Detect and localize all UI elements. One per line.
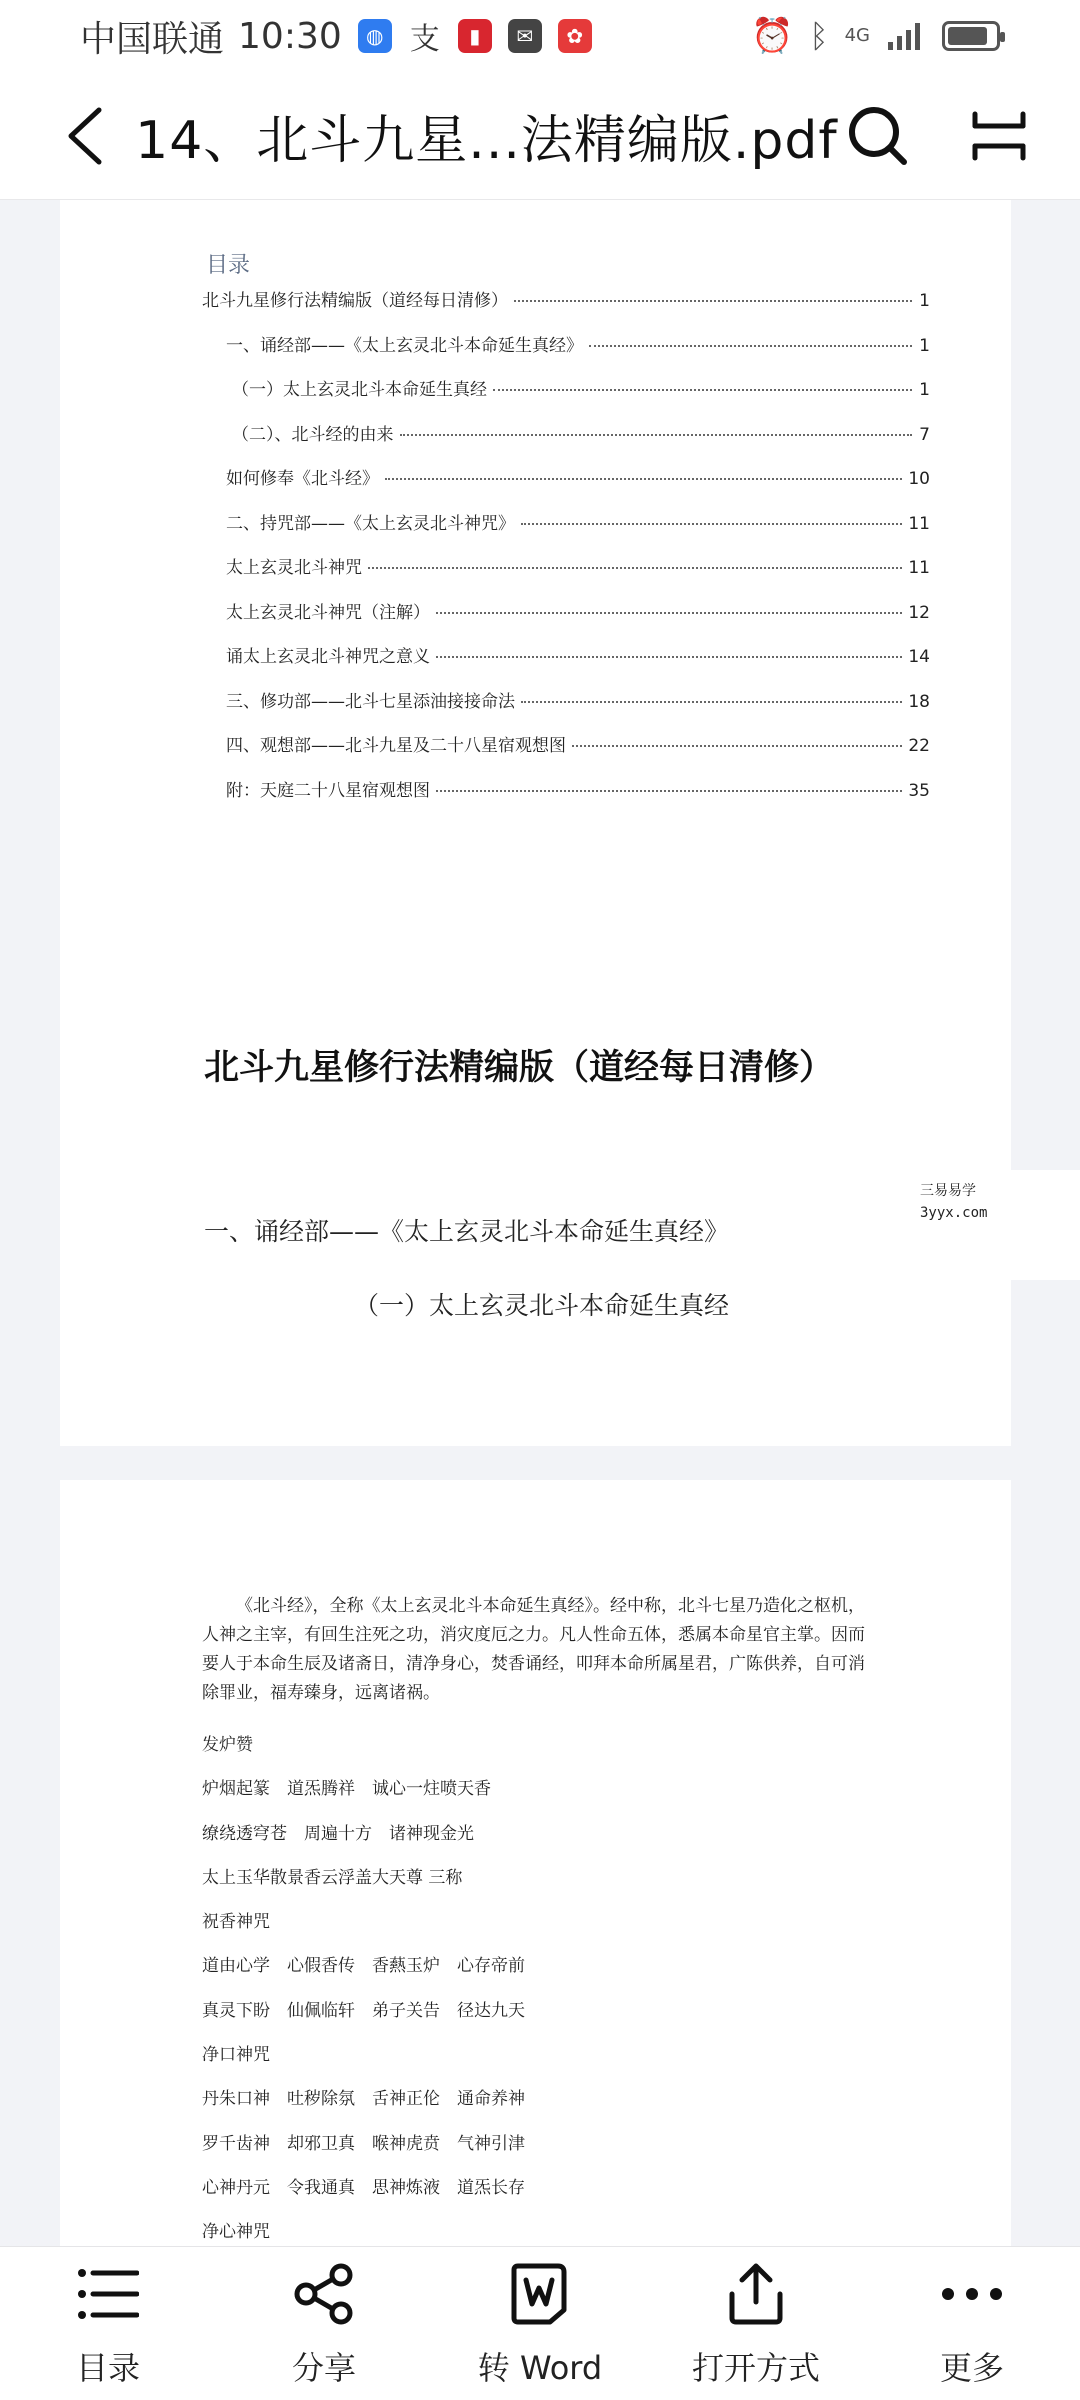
verse-line: 丹朱口神 吐秽除氛 舌神正伦 通命养神 [202, 2089, 525, 2110]
toc-entry-page: 1 [919, 335, 930, 356]
toc-entry[interactable] [202, 776, 930, 821]
toc-entry-text: 太上玄灵北斗神咒 [226, 558, 362, 578]
toc-entry[interactable] [202, 331, 930, 376]
verse-line: 道由心学 心假香传 香爇玉炉 心存帝前 [202, 1956, 525, 1977]
document-title: 14、北斗九星...法精编版.pdf [135, 111, 838, 171]
toc-heading: 目录 [206, 253, 251, 278]
more-label: 更多 [939, 2348, 1004, 2387]
verse-lines [202, 1730, 525, 2246]
toc-leader-dots [514, 300, 912, 302]
back-button[interactable] [44, 88, 125, 184]
toc-entry-text: 诵太上玄灵北斗神咒之意义 [226, 647, 430, 667]
toc-leader-dots [521, 523, 902, 525]
document-main-title: 北斗九星修行法精编版（道经每日清修） [204, 1048, 835, 1088]
share-label: 分享 [291, 2348, 356, 2387]
toc-entry[interactable] [202, 731, 930, 776]
verse-line: 太上玉华散景香云浮盖大天尊 三称 [202, 1867, 463, 1888]
toc-leader-dots [521, 701, 902, 703]
toc-entry[interactable] [202, 375, 930, 420]
toc-entry[interactable] [202, 553, 930, 598]
open-with-button[interactable] [656, 2259, 856, 2389]
toc-leader-dots [589, 345, 912, 347]
pdf-page-2[interactable] [60, 1480, 1011, 2246]
toc-entry-page: 35 [908, 780, 930, 801]
list-icon [77, 2267, 139, 2321]
toc-entry-text: 附：天庭二十八星宿观想图 [226, 780, 430, 801]
open-with-label: 打开方式 [691, 2348, 820, 2387]
pdf-viewer[interactable] [0, 200, 1080, 2246]
word-doc-icon [510, 2262, 570, 2326]
verse-line: 炉烟起篆 道炁腾祥 诚心一炷喷天香 [202, 1779, 491, 1800]
alarm-icon: ⏰ [751, 16, 794, 56]
watermark-url: 3yyx.com [920, 1205, 988, 1221]
status-bar [0, 0, 1080, 72]
clock: 10:30 [238, 15, 342, 57]
toc-entry-text: （一）太上玄灵北斗本命延生真经 [232, 380, 487, 400]
mail-app-icon: ✉ [508, 19, 542, 53]
toc-entry-page: 11 [908, 558, 930, 578]
security-app-icon: ◍ [358, 19, 392, 53]
toc-entry-text: （二）、北斗经的由来 [232, 424, 394, 445]
toc-entry-page: 1 [919, 291, 930, 311]
subsection-title: （一）太上玄灵北斗本命延生真经 [354, 1291, 730, 1320]
toc-entry[interactable] [202, 420, 930, 465]
verse-line: 净口神咒 [202, 2045, 270, 2066]
toc-button[interactable] [8, 2259, 208, 2389]
app-header [0, 72, 1080, 200]
toc-leader-dots [436, 790, 902, 792]
layout-menu-button[interactable] [959, 88, 1040, 184]
search-button[interactable] [838, 88, 919, 184]
bottom-toolbar [0, 2246, 1080, 2400]
upload-icon [726, 2262, 786, 2326]
toc-leader-dots [385, 478, 902, 480]
toc-label: 目录 [75, 2348, 140, 2387]
layout-icon [969, 106, 1029, 166]
toc-entry-text: 四、观想部——北斗九星及二十八星宿观想图 [226, 736, 566, 756]
toc-entry-text: 太上玄灵北斗神咒（注解） [226, 602, 430, 623]
toc-entry-page: 10 [908, 469, 930, 489]
verse-line: 罗千齿神 却邪卫真 喉神虎贲 气神引津 [202, 2133, 525, 2154]
convert-word-button[interactable] [440, 2259, 640, 2389]
toc-leader-dots [436, 612, 902, 614]
more-dots-icon [940, 2286, 1004, 2302]
toc-entry-text: 如何修奉《北斗经》 [226, 469, 379, 489]
signal-icon [886, 20, 926, 52]
book-app-icon: ▮ [458, 19, 492, 53]
toc-entry[interactable] [202, 509, 930, 554]
toc-entry-text: 一、诵经部——《太上玄灵北斗本命延生真经》 [226, 335, 583, 356]
verse-line: 心神丹元 令我通真 思神炼液 道炁长存 [202, 2177, 525, 2198]
toc-leader-dots [400, 434, 913, 436]
toc-entry-text: 二、持咒部——《太上玄灵北斗神咒》 [226, 513, 515, 534]
watermark [822, 1170, 1080, 1280]
toc-list [202, 286, 930, 820]
toc-leader-dots [572, 745, 902, 747]
search-icon [846, 104, 910, 168]
verse-line: 祝香神咒 [202, 1912, 270, 1933]
toc-entry-page: 12 [908, 602, 930, 623]
share-icon [293, 2263, 355, 2325]
toc-entry-page: 1 [919, 380, 930, 400]
toc-entry[interactable] [202, 598, 930, 643]
share-button[interactable] [224, 2259, 424, 2389]
more-button[interactable] [872, 2259, 1072, 2389]
network-label: 4G [844, 25, 870, 46]
toc-entry-page: 7 [919, 424, 930, 445]
toc-entry[interactable] [202, 687, 930, 732]
alipay-icon: 支 [409, 22, 440, 57]
toc-entry-page: 14 [908, 647, 930, 667]
toc-entry[interactable] [202, 642, 930, 687]
verse-line: 真灵下盼 仙佩临轩 弟子关告 径达九天 [202, 2000, 525, 2021]
toc-entry-text: 三、修功部——北斗七星添油接接命法 [226, 691, 515, 712]
shopping-app-icon: ✿ [558, 19, 592, 53]
toc-entry-page: 11 [908, 513, 930, 534]
toc-entry-page: 18 [908, 691, 930, 712]
toc-leader-dots [436, 656, 902, 658]
section-title: 一、诵经部——《太上玄灵北斗本命延生真经》 [204, 1217, 730, 1246]
battery-icon [942, 21, 1000, 51]
watermark-text: 三易易学 [920, 1183, 976, 1199]
convert-word-label: 转 Word [477, 2348, 603, 2387]
toc-entry[interactable] [202, 286, 930, 331]
verse-line: 缭绕透穹苍 周遍十方 诸神现金光 [202, 1823, 474, 1844]
toc-leader-dots [493, 389, 912, 391]
verse-line: 发炉赞 [202, 1735, 253, 1755]
verse-line: 净心神咒 [202, 2222, 270, 2243]
toc-entry-text: 北斗九星修行法精编版（道经每日清修） [202, 291, 508, 311]
toc-entry[interactable] [202, 464, 930, 509]
bluetooth-icon: ᛒ [809, 17, 829, 55]
intro-paragraph: 《北斗经》，全称《太上玄灵北斗本命延生真经》。经中称，北斗七星乃造化之枢机，人神之主宰，有回生注死之功，消灾度厄之力。凡人性命五体，悉属本命星官主掌。因而要人于本命生辰及诸斋日，清净身心，焚香诵经，叩拜本命所属星君，广陈供养，自可消除罪业，福寿臻身，远离诸祸。 [202, 1596, 865, 1703]
toc-entry-page: 22 [908, 736, 930, 756]
chevron-left-icon [63, 104, 107, 168]
toc-leader-dots [368, 567, 902, 569]
carrier-name: 中国联通 [80, 18, 225, 60]
